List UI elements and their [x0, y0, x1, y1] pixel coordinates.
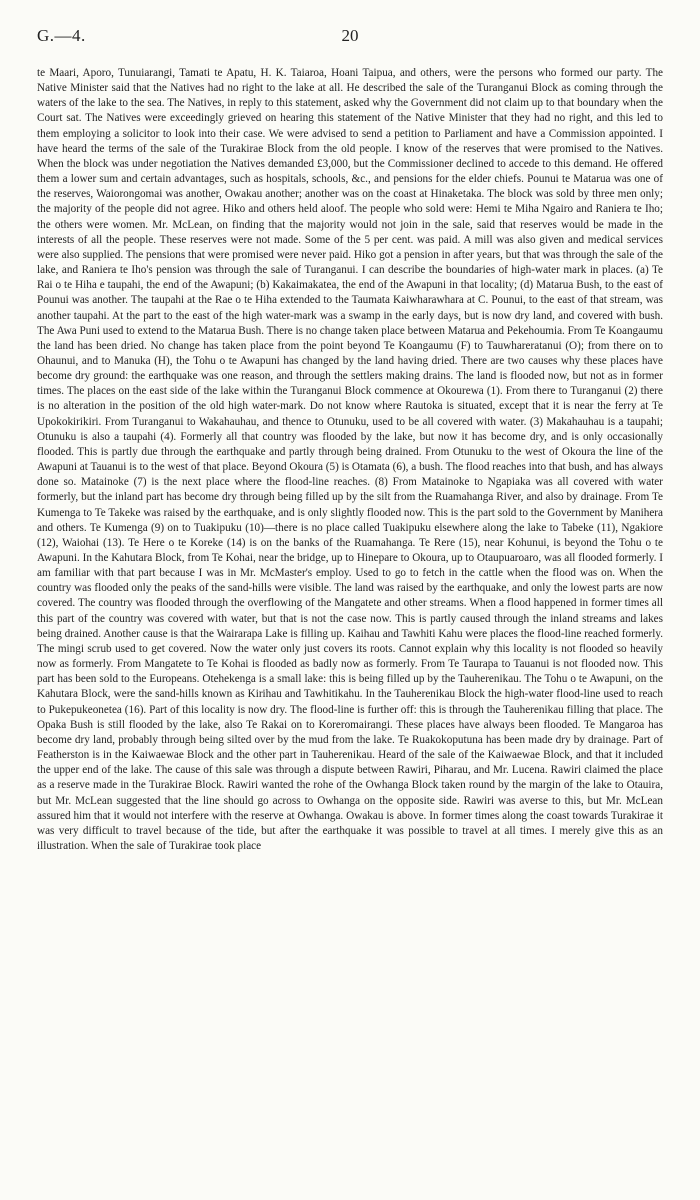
- page-header: [37, 26, 663, 50]
- page-number: 20: [341, 26, 359, 45]
- document-reference: G.—4.: [37, 26, 86, 45]
- body-paragraph: te Maari, Aporo, Tunuiarangi, Tamati te Apatu, H. K. Taiaroa, Hoani Taipua, and others, were the persons who formed our party. The Native Minister said that the Natives had no right to the lake at all. He described the sale of the Turanganui Block as coming through the waters of the lake to the sea. The Natives, in reply to this statement, asked why the Government did not claim up to that boundary when the Court sat. The Natives were exceedingly grieved on hearing this statement of the Native Minister that they had no right, and this led to them employing a solicitor to look into their case. We were advised to send a petition to Parliament and have a Commission appointed. I have heard the terms of the sale of the Turakirae Block from the old people. I know of the reserves that were promised to the Natives. When the block was under negotiation the Natives demanded £3,000, but the Commissioner declined to accede to this demand. He offered them a lower sum and certain advantages, such as hospitals, schools, &c., and pensions for the elder chiefs. Pounui te Matarua was one of the reserves, Waiorongomai was another, Owakau another; another was on the coast at Hinaketaka. The block was sold by three men only; the majority of the people did not agree. Hiko and others held aloof. The people who sold were: Hemi te Miha Ngairo and Raniera te Iho; the others were women. Mr. McLean, on finding that the majority would not join in the sale, said that reserves would be made in the interests of all the people. These reserves were not made. Some of the 5 per cent. was paid. A mill was also given and medical services were also supplied. The pensions that were promised were never paid. Hiko got a pension in after years, but that was through the sale of the lake, and Raniera te Iho's pension was through the sale of Turanganui. I can describe the boundaries of high-water mark in places. (a) Te Rai o te Hiha e taupahi, the end of the Awapuni; (b) Kakaimakatea, the end of the Awapuni in that locality; (d) Matarua Bush, to the east of Pounui was another. The taupahi at the Rae o te Hiha extended to the Taumata Kaiwharawhara at C. Pounui, to the east of that stream, was another taupahi. At the part to the east of the high water-mark was a swamp in the early days, but is now dry land, and covered with bush. The Awa Puni used to extend to the Matarua Bush. There is no change taken place between Matarua and Pekehoumia. From Te Koangaumu the land has been dried. No change has taken place from the point beyond Te Koangaumu (F) to Tauwhareratanui (O); from there on to Ohaunui, and to Manuka (H), the Tohu o te Awapuni has changed by the land having dried. There are two causes why these places have become dry ground: the earthquake was one reason, and through the settlers making drains. The land is flooded now, but not as in former times. The places on the east side of the lake within the Turanganui Block commence at Okourewa (1). From there to Turanganui (2) there is no alteration in the position of the old high water-mark. Do not know where Rautoka is situated, except that it is near the ferry at Te Upokokirikiri. From Turanganui to Wakahauhau, and thence to Otunuku, used to be all covered with water. (3) Makahauhau is a taupahi; Otunuku is also a taupahi (4). Formerly all that country was flooded by the lake, but now it has become dry, and is only occasionally flooded. This is partly due through the earthquake and partly through being drained. From Otunuku to the west of Okoura the line of the Awapuni at Tauanui is to the west of that place. Beyond Okoura (5) is Otamata (6), a bush. The flood reaches into that bush, and has always done so. Matainoke (7) is the next place where the flood-line reaches. (8) From Matainoke to Ngapiaka was all covered with water formerly, but the inland part has become dry through being filled up by the silt from the Ruamahanga River, and also by drainage. From Te Kumenga to Te Takeke was raised by the earthquake, and is only slightly flooded now. This is the part sold to the Government by Manihera and others. Te Kumenga (9) on to Tuakipuku (10)—there is no place called Tuakipuku elsewhere along the lake to Tabeke (11), Ngakiore (12), Waiohai (13). Te Here o te Koreke (14) is on the banks of the Ruamahanga. Te Rere (15), near Kohunui, is beyond the Tohu o te Awapuni. In the Kahutara Block, from Te Kohai, near the bridge, up to Hinepare to Okoura, up to Otaupuaroaro, was all flooded formerly. I am familiar with that part because I was in Mr. McMaster's employ. Used to go to fetch in the cattle when the flood was on. When the country was flooded only the peaks of the sand-hills were visible. The land was raised by the earthquake, and only the lowest parts are now covered. The country was flooded through the overflowing of the Mangatete and other streams. When a flood happened in former times all this part of the country was covered with water, but that is not the case now. This is partly caused through the inland streams and lakes being drained. Another cause is that the Wairarapa Lake is filling up. Kaihau and Tawhiti Kahu were places the flood-line reached formerly. The mingi scrub used to get covered. Now the water only just covers its roots. Cannot explain why this locality is not flooded so heavily now as formerly. From Mangatete to Te Kohai is flooded as badly now as formerly. From Te Taurapa to Tauanui is not flooded now. This part has been sold to the Europeans. Otehekenga is a small lake: this is being filled up by the Tauherenikau. The Tohu o te Awapuni, on the Kahutara Block, were the sand-hills known as Kirihau and Tawhitikahu. In the Tauherenikau Block the high-water flood-line used to reach to Pukepukeonetea (16). Part of this locality is now dry. The flood-line is further off: this is through the Tauherenikau filling that place. The Opaka Bush is still flooded by the lake, also Te Rakai on to Koreromairangi. These places have always been flooded. Te Mangaroa has become dry land, probably through being silted over by the mud from the lake. Te Ruakokoputuna has been made dry by drainage. Part of Featherston is in the Kaiwaewae Block and the other part in Tauherenikau. Heard of the sale of the Kaiwaewae Block, and that it included the upper end of the lake. The cause of this sale was through a dispute between Rawiri, Piharau, and Mr. Lucena. Rawiri claimed the place as a reserve made in the Turakirae Block. Rawiri wanted the rohe of the Owhanga Block taken round by the margin of the lake to Otauira, but Mr. McLean suggested that the line should go across to Owhanga on the opposite side. Rawiri was averse to this, but Mr. McLean assured him that it would not interfere with the reserve at Owhanga. Owakau is above. In former times along the coast towards Turakirae it was very difficult to travel because of the tide, but after the earthquake it was possible to travel at all times. I merely give this as an illustration. When the sale of Turakirae took place: [37, 67, 663, 852]
